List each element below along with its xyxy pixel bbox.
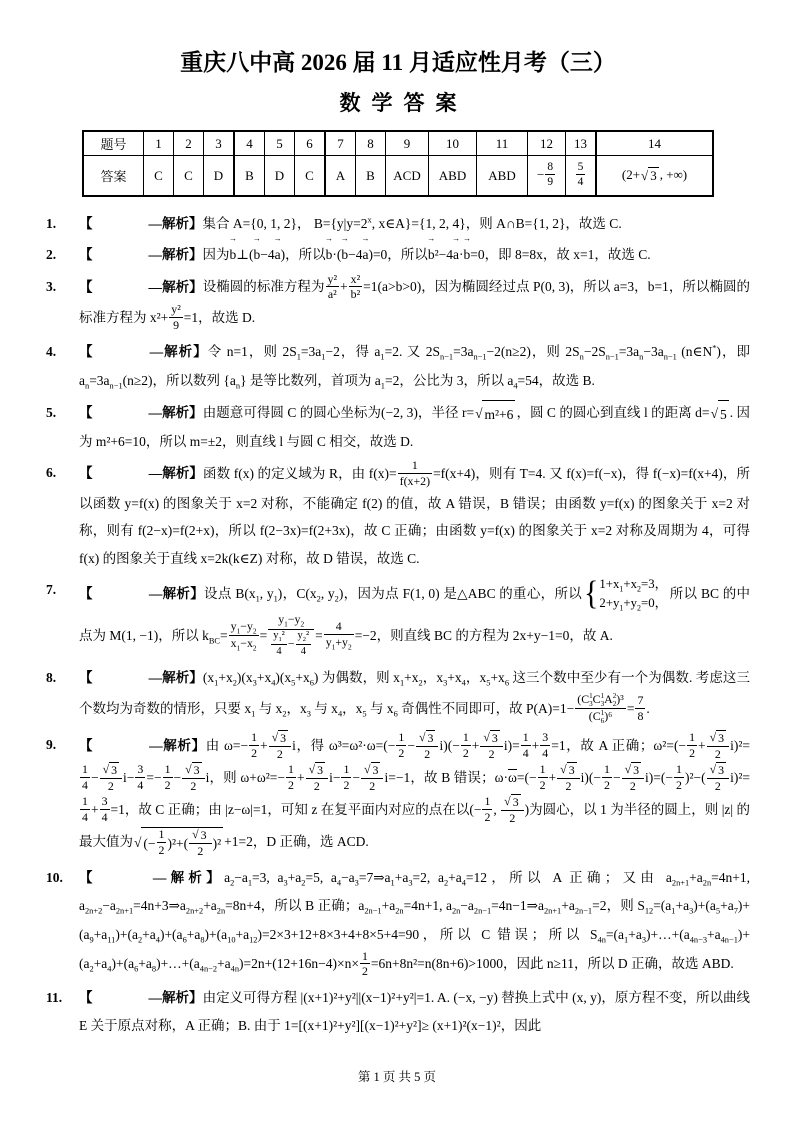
solution-body — [79, 459, 750, 571]
answer-cell: ABD — [477, 156, 528, 197]
answer-bracket: 【 — [79, 247, 93, 263]
solution-item — [46, 399, 750, 455]
solution-item — [46, 273, 750, 334]
solution-number: 7. — [46, 581, 57, 597]
solution-body — [79, 338, 750, 395]
solution-content: 令 n=1，则 $2S_1=3a_1-2$，得 $a_1=2$. 又 $2S_{n-1}=3a_{n-1}-2(n\ge 2)$，则 $2S_n-2S_{n-1}=3a_n-3a_{n-1}$ (n∈N*)，即 $a_n=3a_{n-1}(n\ge 2)$，所以数列 $\{a_n\}$ 是等比数列，首项为 $a_1=2$，公比为 3，所以 $a_4=54$，故选 B. — [79, 343, 751, 391]
question-number: 12 — [528, 131, 566, 156]
solution-body — [79, 731, 750, 860]
solution-content: 由定义可得方程 |(x+1)²+y²||(x−1)²+y²|=1. A. (−x, −y) 替换上式中 (x, y)，原方程不变，所以曲线 E 关于原点对称，A 正确；B. 由于 1=[(x+1)²+y²][(x−1)²+y²]≥ (x+1)²(x−1)²，因此 — [79, 990, 751, 1033]
solution-item — [46, 338, 750, 395]
question-number: 10 — [429, 131, 477, 156]
analysis-label: —解析】 — [152, 869, 225, 885]
question-number: 8 — [356, 131, 386, 156]
answer-bracket: 【 — [79, 990, 93, 1006]
analysis-label: —解析】 — [148, 278, 203, 294]
solution-number: 5. — [46, 405, 57, 421]
analysis-label: —解析】 — [148, 990, 203, 1006]
answer-cell: D — [265, 156, 295, 197]
answer-cell: − $\frac{8}{9}$ — [528, 156, 566, 197]
solution-item — [46, 984, 750, 1039]
solution-item — [46, 241, 750, 268]
doc-title: 重庆八中高 2026 届 11 月适应性月考（三） — [180, 50, 616, 75]
analysis-label: —解析】 — [148, 247, 203, 263]
solution-item — [46, 664, 750, 727]
analysis-label: —解析】 — [148, 216, 203, 231]
solution-content: $a_2-a_1=3$, $a_3+a_2=5$, $a_4-a_3=7\Rightarrow a_1+a_3=2$, $a_2+a_4=12$，所以 A 正确；又由 $a_{2n+1}+a_{2n}=4n+1$, $a_{2n+2}-a_{2n+1}=4n+3\Rightarrow a_{2n+2}+a_{2n}=8n+4$，所以 B 正确；$a_{2n-1}+a_{2n}=4n+1$, $a_{2n}-a_{2n-1}=4n-1\Rightarrow a_{2n+1}+a_{2n-1}=2$，则 $S_{12}=(a_1+a_3)+(a_5+a_7)+(a_9+a_{11})+(a_2+a_4)+(a_6+a_8)+(a_{10}+a_{12})=2\times 3+12+8\times 3+4+8\times 5+4=90$，所以 C 错误；所以 $S_{4n}=(a_1+a_3)+\dots+(a_{4n-3}+a_{4n-1})+(a_2+a_4)+(a_6+a_8)+\dots+(a_{4n-2}+a_{4n})=2n+(12+16n-4)\times n\times$ $\frac{1}{2}$ =6n+8n²=n(8n+6)>1000，因此 n≥11，所以 D 正确，故选 ABD. — [79, 869, 750, 979]
question-number: 14 — [596, 131, 713, 156]
solution-content: 由 ω=− $\frac{1}{2}$ + √ 3 2 i，得 ω³=ω²·ω=(− $\frac{1}{2}$ − √ 3 2 i)(− $\frac{1}{2}$ + √ 3 2 i)= $\frac{1}{4}$ + $\frac{3}{4}$ =1，故 A 正确；ω²=(− $\frac{1}{2}$ + √ 3 2 i)²= $\frac{1}{4}$ − √ 3 2 i− $\frac{3}{4}$ =− $\frac{1}{2}$ − √ 3 2 i，则 ω+ω²=− $\frac{1}{2}$ + √ 3 2 i− $\frac{1}{2}$ − √ 3 2 i=−1，故 B 错误；ω·ω=(− $\frac{1}{2}$ + √ 3 2 i)(− $\frac{1}{2}$ − √ 3 2 i)=(− $\frac{1}{2}$ )²−( √ 3 2 i)²= $\frac{1}{4}$ + $\frac{3}{4}$ =1，故 C 正确；由 |z−ω|=1，可知 z 在复平面内对应的点在以(− $\frac{1}{2}$ , √ 3 2 )为圆心，以 1 为半径的圆上，则 |z| 的最大值为 √ (− $\frac{1}{2}$ )²+( √ 3 2 )² +1=2，D 正确，选 ACD. — [79, 729, 751, 858]
solution-body — [79, 984, 750, 1039]
solution-number: 3. — [46, 278, 57, 294]
answer-bracket: 【 — [79, 216, 93, 231]
answer-cell: B — [234, 156, 265, 197]
solution-body — [79, 576, 750, 660]
page-footer: 第 1 页 共 5 页 — [357, 1070, 437, 1084]
answer-bracket: 【 — [79, 869, 97, 885]
solution-body — [79, 864, 750, 980]
solution-item — [46, 576, 750, 660]
solution-number: 1. — [46, 216, 57, 231]
answer-cell: A — [325, 156, 356, 197]
answer-row-label: 答案 — [83, 156, 144, 197]
solution-item — [46, 210, 750, 237]
solution-number: 8. — [46, 670, 57, 686]
answer-bracket: 【 — [79, 343, 94, 359]
solution-number: 9. — [46, 736, 57, 752]
question-number: 1 — [144, 131, 174, 156]
solution-content: 因为b →⊥(b →−4a →)，所以b →·(b →−4a →)=0，所以b →²−4a →·b →=0，即 8=8x，故 x=1，故选 C. — [203, 247, 651, 262]
answer-cell: B — [356, 156, 386, 197]
answer-bracket: 【 — [79, 465, 93, 481]
answer-table-body — [83, 131, 713, 196]
analysis-label: —解析】 — [148, 670, 203, 686]
solution-number: 10. — [46, 869, 63, 885]
solution-number: 4. — [46, 343, 57, 359]
solution-item — [46, 731, 750, 860]
question-number: 3 — [204, 131, 235, 156]
answer-cell: $\frac{5}{4}$ — [566, 156, 597, 197]
solution-item — [46, 864, 750, 980]
question-number: 7 — [325, 131, 356, 156]
solution-body — [79, 241, 750, 268]
solution-content: $(x_1+x_2)(x_3+x_4)(x_5+x_6)$ 为偶数，则 $x_1+x_2$，$x_3+x_4$，$x_5+x_6$ 这三个数中至少有一个为偶数. 考虑这三个数均为奇数的情形，只要 $x_1$ 与 $x_2$，$x_3$ 与 $x_4$，$x_5$ 与 $x_6$ 奇偶性不同即可，故 P(A)=1− (C 1 3 C 1 3 A 2 2 )³ (C 1 6 )⁶ = $\frac{7}{8}$ . — [79, 670, 751, 726]
question-number: 11 — [477, 131, 528, 156]
answers-row — [83, 156, 713, 197]
solution-body — [79, 210, 750, 237]
answer-bracket: 【 — [79, 585, 93, 601]
solution-number: 11. — [46, 990, 63, 1006]
question-number: 2 — [174, 131, 204, 156]
solution-body — [79, 399, 750, 455]
solution-number: 6. — [46, 465, 57, 481]
answer-cell: (2+ √ 3 , +∞) — [596, 156, 713, 197]
question-number: 6 — [295, 131, 326, 156]
answer-bracket: 【 — [79, 278, 93, 294]
answer-cell: D — [204, 156, 235, 197]
question-number-label: 题号 — [83, 131, 144, 156]
answer-cell: C — [174, 156, 204, 197]
solution-body — [79, 273, 750, 334]
solution-content: 设点 $B(x_1$, $y_1$)，$C(x_2$, $y_2$)，因为点 F(1, 0) 是△ABC 的重心，所以 { $1+x_1+x_2=3$， $2+y_1+y_2=0$， 所以 BC 的中点为 M(1, −1)，所以 $k_{BC}=$ $\frac{y_1-y_2}{x_1-x_2}$ = $y_1-y_2$ $\frac{y_1^2}{4}$ − $\frac{y_2^2}{4}$ = $\frac{4}{y_1+y_2}$ =−2，则直线 BC 的方程为 2x+y−1=0，故 A. — [79, 575, 751, 657]
doc-subtitle: 数学答案 — [339, 91, 468, 115]
answer-cell: C — [144, 156, 174, 197]
solutions — [46, 210, 750, 1039]
solution-content: 由题意可得圆 C 的圆心坐标为(−2, 3)，半径 r= √ m²+6 ，圆 C 的圆心到直线 l 的距离 d= √ 5 . 因为 m²+6=10，所以 m=±2，则直线 l 与圆 C 相交，故选 D. — [79, 405, 750, 449]
analysis-label: —解析】 — [148, 405, 203, 421]
analysis-label: —解析】 — [148, 585, 205, 601]
answer-bracket: 【 — [79, 405, 93, 421]
question-number: 5 — [265, 131, 295, 156]
solution-body — [79, 664, 750, 727]
answer-cell: ACD — [386, 156, 429, 197]
question-number-row — [83, 131, 713, 156]
answer-cell: C — [295, 156, 326, 197]
answer-table — [82, 130, 714, 197]
solution-content: 集合 A={0, 1, 2}， $B=\{y|y=2^x$, x∈A}={1, 2, 4}，则 A∩B={1, 2}，故选 C. — [202, 215, 622, 231]
question-number: 13 — [566, 131, 597, 156]
analysis-label: —解析】 — [149, 737, 206, 753]
analysis-label: —解析】 — [149, 343, 208, 359]
analysis-label: —解析】 — [148, 465, 204, 481]
solution-content: 函数 f(x) 的定义域为 R，由 f(x)= $\frac{1}{f(x+2)}$ =f(x+4)，则有 T=4. 又 f(x)=f(−x)，得 f(−x)=f(x+4)，所以函数 y=f(x) 的图象关于 x=2 对称，不能确定 f(2) 的值，故 A 错误，B 错误；由函数 y=f(x) 的图象关于 x=2 对称，则有 f(2−x)=f(2+x)，所以 f(2−3x)=f(2+3x)，故 C 正确；由函数 y=f(x) 的图象关于 x=2 对称及周期为 4，可得 f(x) 的图象关于直线 x=2k(k∈Z) 对称，故 D 错误，故选 C. — [79, 458, 751, 566]
answer-bracket: 【 — [79, 670, 93, 686]
solution-content: 设椭圆的标准方程为 $\frac{\text{y²}}{\text{a²}}$ + $\frac{\text{x²}}{\text{b²}}$ =1(a>b>0)，因为椭圆经过点 P(0, 3)，所以 a=3，b=1，所以椭圆的标准方程为 x²+ $\frac{\text{y²}}{9}$ =1，故选 D. — [79, 271, 751, 333]
solution-item — [46, 459, 750, 571]
question-number: 9 — [386, 131, 429, 156]
question-number: 4 — [234, 131, 265, 156]
solution-number: 2. — [46, 247, 57, 263]
answer-bracket: 【 — [79, 737, 94, 753]
answer-cell: ABD — [429, 156, 477, 197]
